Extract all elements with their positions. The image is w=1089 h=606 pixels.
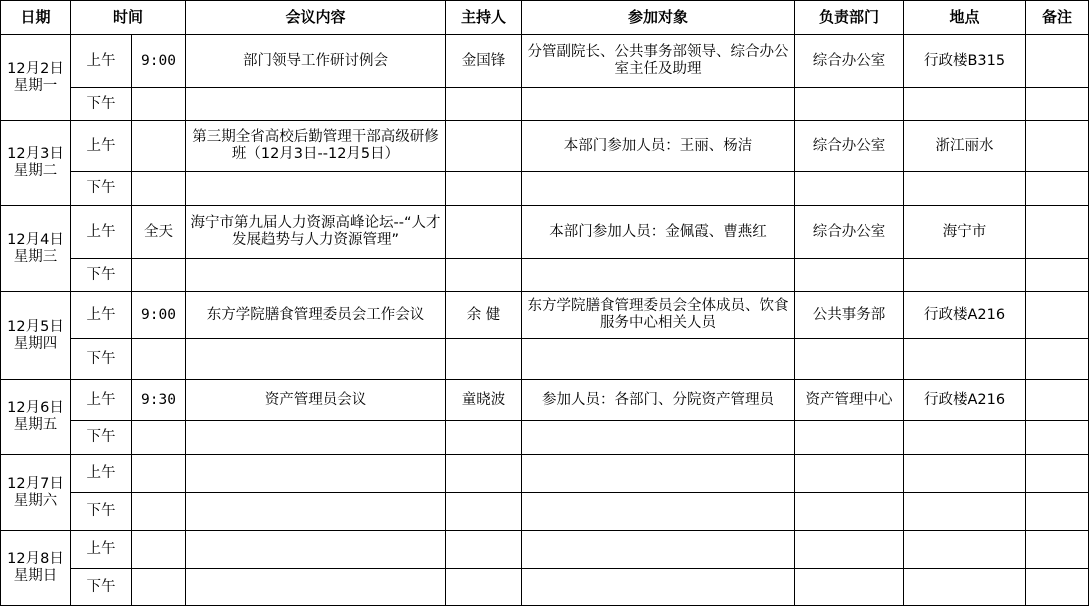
dept-cell: 综合办公室 bbox=[795, 206, 904, 259]
host-cell bbox=[446, 493, 522, 531]
day-row-am bbox=[1, 455, 1089, 493]
dept-cell bbox=[795, 88, 904, 121]
notes-cell bbox=[1026, 569, 1089, 606]
period-pm: 下午 bbox=[71, 493, 132, 531]
location-cell bbox=[904, 88, 1026, 121]
time-cell bbox=[132, 339, 186, 380]
notes-cell bbox=[1026, 88, 1089, 121]
attendees-cell bbox=[522, 569, 795, 606]
content-cell: 第三期全省高校后勤管理干部高级研修班（12月3日--12月5日） bbox=[186, 121, 446, 172]
notes-cell bbox=[1026, 421, 1089, 455]
location-cell bbox=[904, 259, 1026, 292]
attendees-cell bbox=[522, 493, 795, 531]
period-pm: 下午 bbox=[71, 569, 132, 606]
date-label: 12月3日 bbox=[7, 146, 64, 162]
attendees-cell bbox=[522, 339, 795, 380]
location-cell: 行政楼A216 bbox=[904, 292, 1026, 339]
dept-cell bbox=[795, 569, 904, 606]
location-cell bbox=[904, 531, 1026, 569]
dept-cell: 资产管理中心 bbox=[795, 380, 904, 421]
period-pm: 下午 bbox=[71, 259, 132, 292]
weekday-label: 星期日 bbox=[13, 568, 58, 584]
header-date: 日期 bbox=[1, 1, 71, 35]
content-cell bbox=[186, 172, 446, 206]
date-cell bbox=[1, 380, 71, 455]
content-cell: 资产管理员会议 bbox=[186, 380, 446, 421]
period-am: 上午 bbox=[71, 206, 132, 259]
day-row-am bbox=[1, 35, 1089, 88]
day-row-pm bbox=[1, 172, 1089, 206]
time-cell: 9:00 bbox=[132, 292, 186, 339]
day-row-am bbox=[1, 531, 1089, 569]
attendees-cell: 本部门参加人员：王丽、杨洁 bbox=[522, 121, 795, 172]
time-cell bbox=[132, 493, 186, 531]
time-cell bbox=[132, 531, 186, 569]
host-cell bbox=[446, 569, 522, 606]
time-cell bbox=[132, 88, 186, 121]
dept-cell: 综合办公室 bbox=[795, 35, 904, 88]
host-cell: 金国锋 bbox=[446, 35, 522, 88]
time-cell bbox=[132, 121, 186, 172]
attendees-cell bbox=[522, 259, 795, 292]
header-attendees: 参加对象 bbox=[522, 1, 795, 35]
period-am: 上午 bbox=[71, 292, 132, 339]
period-pm: 下午 bbox=[71, 88, 132, 121]
header-location: 地点 bbox=[904, 1, 1026, 35]
content-cell bbox=[186, 88, 446, 121]
content-cell bbox=[186, 531, 446, 569]
content-cell bbox=[186, 493, 446, 531]
attendees-cell: 分管副院长、公共事务部领导、综合办公室主任及助理 bbox=[522, 35, 795, 88]
host-cell bbox=[446, 88, 522, 121]
attendees-cell bbox=[522, 172, 795, 206]
host-cell bbox=[446, 421, 522, 455]
header-content: 会议内容 bbox=[186, 1, 446, 35]
dept-cell bbox=[795, 493, 904, 531]
location-cell bbox=[904, 421, 1026, 455]
content-cell: 东方学院膳食管理委员会工作会议 bbox=[186, 292, 446, 339]
period-pm: 下午 bbox=[71, 339, 132, 380]
host-cell bbox=[446, 121, 522, 172]
location-cell bbox=[904, 455, 1026, 493]
day-row-am bbox=[1, 292, 1089, 339]
day-row-am bbox=[1, 380, 1089, 421]
date-cell bbox=[1, 121, 71, 206]
host-cell bbox=[446, 455, 522, 493]
location-cell bbox=[904, 172, 1026, 206]
notes-cell bbox=[1026, 380, 1089, 421]
header-host: 主持人 bbox=[446, 1, 522, 35]
header-notes: 备注 bbox=[1026, 1, 1089, 35]
dept-cell bbox=[795, 455, 904, 493]
date-cell bbox=[1, 455, 71, 531]
notes-cell bbox=[1026, 493, 1089, 531]
content-cell bbox=[186, 339, 446, 380]
period-pm: 下午 bbox=[71, 421, 132, 455]
location-cell: 行政楼B315 bbox=[904, 35, 1026, 88]
day-row-am bbox=[1, 121, 1089, 172]
date-label: 12月5日 bbox=[7, 318, 64, 335]
attendees-cell bbox=[522, 421, 795, 455]
time-cell bbox=[132, 421, 186, 455]
dept-cell bbox=[795, 531, 904, 569]
content-cell: 海宁市第九届人力资源高峰论坛--“人才发展趋势与人力资源管理” bbox=[186, 206, 446, 259]
host-cell bbox=[446, 339, 522, 380]
dept-cell bbox=[795, 339, 904, 380]
weekday-label: 星期六 bbox=[13, 492, 58, 509]
date-cell bbox=[1, 292, 71, 380]
content-cell: 部门领导工作研讨例会 bbox=[186, 35, 446, 88]
period-am: 上午 bbox=[71, 380, 132, 421]
location-cell bbox=[904, 493, 1026, 531]
header-dept: 负责部门 bbox=[795, 1, 904, 35]
period-am: 上午 bbox=[71, 35, 132, 88]
location-cell bbox=[904, 339, 1026, 380]
schedule-body bbox=[1, 35, 1089, 606]
header-time: 时间 bbox=[71, 1, 186, 35]
notes-cell bbox=[1026, 292, 1089, 339]
notes-cell bbox=[1026, 339, 1089, 380]
time-cell: 全天 bbox=[132, 206, 186, 259]
day-row-am bbox=[1, 206, 1089, 259]
dept-cell bbox=[795, 421, 904, 455]
notes-cell bbox=[1026, 172, 1089, 206]
dept-cell bbox=[795, 172, 904, 206]
date-label: 12月6日 bbox=[7, 400, 64, 416]
attendees-cell bbox=[522, 531, 795, 569]
content-cell bbox=[186, 259, 446, 292]
host-cell bbox=[446, 259, 522, 292]
notes-cell bbox=[1026, 531, 1089, 569]
notes-cell bbox=[1026, 455, 1089, 493]
attendees-cell: 东方学院膳食管理委员会全体成员、饮食服务中心相关人员 bbox=[522, 292, 795, 339]
content-cell bbox=[186, 569, 446, 606]
time-cell: 9:30 bbox=[132, 380, 186, 421]
date-cell bbox=[1, 35, 71, 121]
content-cell bbox=[186, 421, 446, 455]
weekday-label: 星期一 bbox=[13, 77, 58, 94]
notes-cell bbox=[1026, 121, 1089, 172]
attendees-cell bbox=[522, 88, 795, 121]
notes-cell bbox=[1026, 259, 1089, 292]
period-am: 上午 bbox=[71, 121, 132, 172]
period-pm: 下午 bbox=[71, 172, 132, 206]
date-label: 12月7日 bbox=[7, 475, 64, 492]
attendees-cell bbox=[522, 455, 795, 493]
date-label: 12月8日 bbox=[7, 551, 64, 567]
attendees-cell: 参加人员：各部门、分院资产管理员 bbox=[522, 380, 795, 421]
day-row-pm bbox=[1, 569, 1089, 606]
content-cell bbox=[186, 455, 446, 493]
weekday-label: 星期四 bbox=[13, 335, 58, 352]
header-row bbox=[1, 1, 1089, 35]
location-cell: 浙江丽水 bbox=[904, 121, 1026, 172]
dept-cell bbox=[795, 259, 904, 292]
date-label: 12月2日 bbox=[7, 60, 64, 77]
dept-cell: 综合办公室 bbox=[795, 121, 904, 172]
weekday-label: 星期三 bbox=[13, 248, 58, 265]
date-label: 12月4日 bbox=[7, 231, 64, 248]
day-row-pm bbox=[1, 421, 1089, 455]
day-row-pm bbox=[1, 88, 1089, 121]
location-cell: 行政楼A216 bbox=[904, 380, 1026, 421]
period-am: 上午 bbox=[71, 531, 132, 569]
time-cell bbox=[132, 259, 186, 292]
location-cell bbox=[904, 569, 1026, 606]
host-cell bbox=[446, 172, 522, 206]
notes-cell bbox=[1026, 35, 1089, 88]
time-cell bbox=[132, 172, 186, 206]
date-cell bbox=[1, 206, 71, 292]
date-cell bbox=[1, 531, 71, 606]
day-row-pm bbox=[1, 259, 1089, 292]
time-cell: 9:00 bbox=[132, 35, 186, 88]
day-row-pm bbox=[1, 493, 1089, 531]
host-cell: 余 健 bbox=[446, 292, 522, 339]
weekday-label: 星期二 bbox=[13, 163, 58, 179]
location-cell: 海宁市 bbox=[904, 206, 1026, 259]
period-am: 上午 bbox=[71, 455, 132, 493]
attendees-cell: 本部门参加人员：金佩霞、曹燕红 bbox=[522, 206, 795, 259]
host-cell bbox=[446, 531, 522, 569]
weekday-label: 星期五 bbox=[13, 417, 58, 433]
time-cell bbox=[132, 569, 186, 606]
notes-cell bbox=[1026, 206, 1089, 259]
day-row-pm bbox=[1, 339, 1089, 380]
host-cell: 童晓波 bbox=[446, 380, 522, 421]
host-cell bbox=[446, 206, 522, 259]
dept-cell: 公共事务部 bbox=[795, 292, 904, 339]
time-cell bbox=[132, 455, 186, 493]
